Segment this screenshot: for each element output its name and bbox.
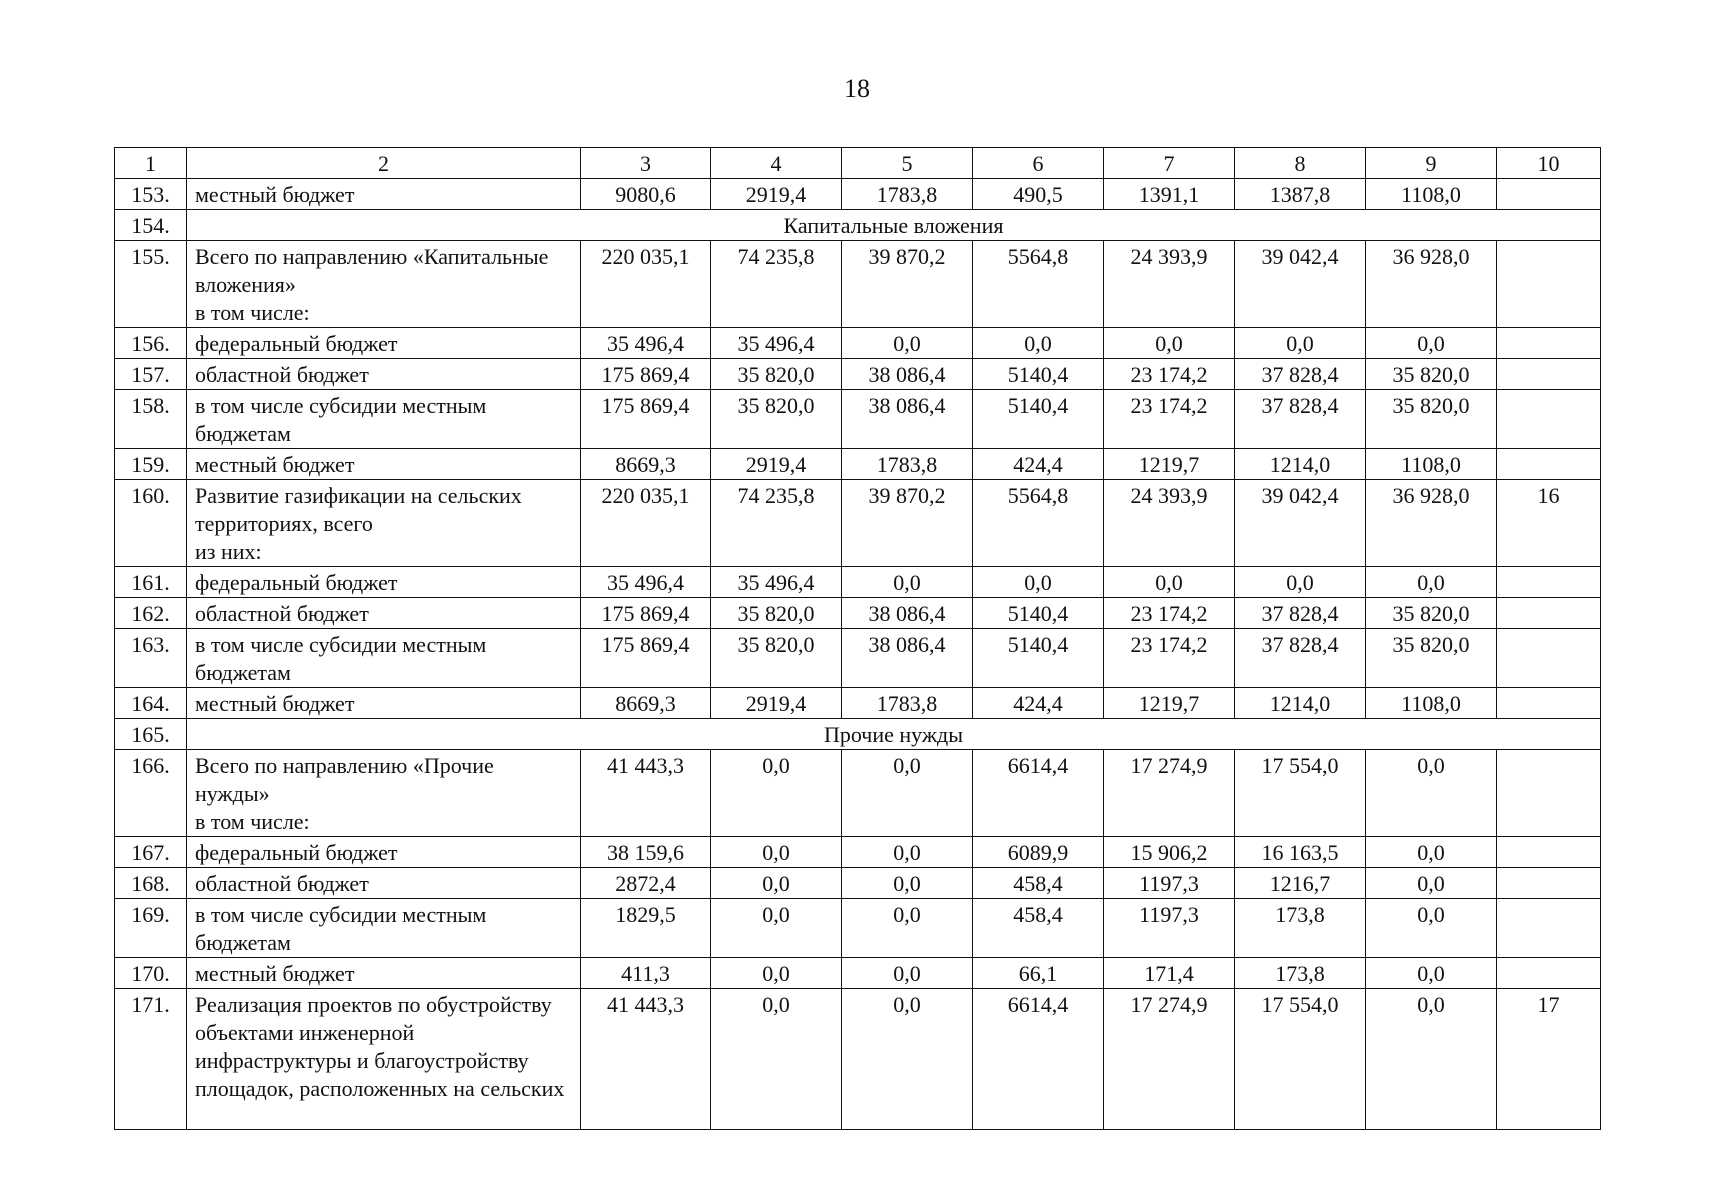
- value-cell: 0,0: [842, 958, 973, 989]
- row-name: областной бюджет: [187, 359, 581, 390]
- value-cell: 17 274,9: [1104, 750, 1235, 837]
- value-cell: 39 870,2: [842, 241, 973, 328]
- column-10-cell: [1497, 958, 1601, 989]
- section-row: [115, 719, 1601, 750]
- value-cell: 35 496,4: [711, 567, 842, 598]
- value-cell: 0,0: [1366, 989, 1497, 1130]
- value-cell: 37 828,4: [1235, 598, 1366, 629]
- section-title: Капитальные вложения: [187, 210, 1601, 241]
- header-cell: 3: [581, 148, 711, 179]
- value-cell: 17 554,0: [1235, 750, 1366, 837]
- column-10-cell: [1497, 390, 1601, 449]
- row-name: Всего по направлению «Капитальные вложения» в том числе:: [187, 241, 581, 328]
- value-cell: 35 820,0: [711, 390, 842, 449]
- value-cell: 35 820,0: [711, 598, 842, 629]
- value-cell: 39 042,4: [1235, 480, 1366, 567]
- value-cell: 0,0: [1366, 958, 1497, 989]
- value-cell: 1783,8: [842, 179, 973, 210]
- value-cell: 1216,7: [1235, 868, 1366, 899]
- value-cell: 0,0: [1104, 328, 1235, 359]
- value-cell: 1783,8: [842, 449, 973, 480]
- value-cell: 38 086,4: [842, 598, 973, 629]
- header-cell: 1: [115, 148, 187, 179]
- row-number: 164.: [115, 688, 187, 719]
- value-cell: 2919,4: [711, 688, 842, 719]
- column-10-cell: [1497, 750, 1601, 837]
- value-cell: 1214,0: [1235, 688, 1366, 719]
- column-10-cell: 17: [1497, 989, 1601, 1130]
- value-cell: 0,0: [1366, 750, 1497, 837]
- value-cell: 23 174,2: [1104, 359, 1235, 390]
- table-row: [115, 359, 1601, 390]
- value-cell: 175 869,4: [581, 598, 711, 629]
- value-cell: 0,0: [1366, 837, 1497, 868]
- row-number: 158.: [115, 390, 187, 449]
- row-number: 155.: [115, 241, 187, 328]
- column-10-cell: [1497, 629, 1601, 688]
- value-cell: 2919,4: [711, 449, 842, 480]
- row-number: 171.: [115, 989, 187, 1130]
- value-cell: 1219,7: [1104, 688, 1235, 719]
- row-name: в том числе субсидии местным бюджетам: [187, 899, 581, 958]
- value-cell: 74 235,8: [711, 241, 842, 328]
- row-name: Реализация проектов по обустройству объектами инженерной инфраструктуры и благоустройству площадок, расположенных на сельских: [187, 989, 581, 1130]
- value-cell: 411,3: [581, 958, 711, 989]
- column-10-cell: [1497, 241, 1601, 328]
- value-cell: 0,0: [842, 328, 973, 359]
- row-number: 156.: [115, 328, 187, 359]
- value-cell: 37 828,4: [1235, 359, 1366, 390]
- value-cell: 173,8: [1235, 958, 1366, 989]
- page-number: 18: [844, 74, 870, 103]
- value-cell: 2919,4: [711, 179, 842, 210]
- header-cell: 9: [1366, 148, 1497, 179]
- value-cell: 66,1: [973, 958, 1104, 989]
- row-number: 154.: [115, 210, 187, 241]
- value-cell: 37 828,4: [1235, 629, 1366, 688]
- value-cell: 0,0: [842, 899, 973, 958]
- row-name: в том числе субсидии местным бюджетам: [187, 629, 581, 688]
- column-10-cell: [1497, 688, 1601, 719]
- row-name: местный бюджет: [187, 958, 581, 989]
- value-cell: 24 393,9: [1104, 241, 1235, 328]
- table-row: [115, 989, 1601, 1130]
- value-cell: 16 163,5: [1235, 837, 1366, 868]
- row-name: местный бюджет: [187, 688, 581, 719]
- table-row: [115, 449, 1601, 480]
- value-cell: 0,0: [711, 958, 842, 989]
- value-cell: 41 443,3: [581, 750, 711, 837]
- row-name: федеральный бюджет: [187, 837, 581, 868]
- row-name: федеральный бюджет: [187, 328, 581, 359]
- row-number: 162.: [115, 598, 187, 629]
- row-number: 161.: [115, 567, 187, 598]
- value-cell: 1387,8: [1235, 179, 1366, 210]
- table-row: [115, 598, 1601, 629]
- row-name: местный бюджет: [187, 449, 581, 480]
- value-cell: 458,4: [973, 899, 1104, 958]
- header-cell: 4: [711, 148, 842, 179]
- value-cell: 36 928,0: [1366, 480, 1497, 567]
- column-10-cell: [1497, 598, 1601, 629]
- row-number: 153.: [115, 179, 187, 210]
- value-cell: 35 496,4: [581, 567, 711, 598]
- header-cell: 7: [1104, 148, 1235, 179]
- section-row: [115, 210, 1601, 241]
- value-cell: 0,0: [711, 837, 842, 868]
- row-name: местный бюджет: [187, 179, 581, 210]
- value-cell: 424,4: [973, 449, 1104, 480]
- value-cell: 0,0: [1235, 567, 1366, 598]
- value-cell: 5140,4: [973, 359, 1104, 390]
- value-cell: 0,0: [842, 989, 973, 1130]
- header-row: [115, 148, 1601, 179]
- value-cell: 8669,3: [581, 688, 711, 719]
- column-10-cell: [1497, 899, 1601, 958]
- value-cell: 6089,9: [973, 837, 1104, 868]
- table-row: [115, 688, 1601, 719]
- value-cell: 15 906,2: [1104, 837, 1235, 868]
- value-cell: 38 086,4: [842, 390, 973, 449]
- value-cell: 1108,0: [1366, 688, 1497, 719]
- value-cell: 23 174,2: [1104, 629, 1235, 688]
- value-cell: 0,0: [1104, 567, 1235, 598]
- value-cell: 0,0: [711, 868, 842, 899]
- row-number: 157.: [115, 359, 187, 390]
- value-cell: 6614,4: [973, 989, 1104, 1130]
- value-cell: 37 828,4: [1235, 390, 1366, 449]
- value-cell: 1829,5: [581, 899, 711, 958]
- value-cell: 1214,0: [1235, 449, 1366, 480]
- value-cell: 35 820,0: [711, 629, 842, 688]
- row-number: 163.: [115, 629, 187, 688]
- value-cell: 175 869,4: [581, 390, 711, 449]
- row-number: 168.: [115, 868, 187, 899]
- value-cell: 490,5: [973, 179, 1104, 210]
- table-row: [115, 241, 1601, 328]
- row-name: в том числе субсидии местным бюджетам: [187, 390, 581, 449]
- value-cell: 0,0: [973, 567, 1104, 598]
- value-cell: 9080,6: [581, 179, 711, 210]
- table-row: [115, 899, 1601, 958]
- column-10-cell: [1497, 359, 1601, 390]
- table-row: [115, 390, 1601, 449]
- value-cell: 5140,4: [973, 629, 1104, 688]
- value-cell: 220 035,1: [581, 241, 711, 328]
- value-cell: 35 496,4: [581, 328, 711, 359]
- value-cell: 2872,4: [581, 868, 711, 899]
- value-cell: 0,0: [842, 567, 973, 598]
- table-row: [115, 179, 1601, 210]
- column-10-cell: [1497, 567, 1601, 598]
- value-cell: 74 235,8: [711, 480, 842, 567]
- row-number: 167.: [115, 837, 187, 868]
- row-number: 170.: [115, 958, 187, 989]
- value-cell: 0,0: [1366, 567, 1497, 598]
- row-name: областной бюджет: [187, 868, 581, 899]
- table-row: [115, 750, 1601, 837]
- section-title: Прочие нужды: [187, 719, 1601, 750]
- table-row: [115, 480, 1601, 567]
- value-cell: 24 393,9: [1104, 480, 1235, 567]
- value-cell: 0,0: [842, 750, 973, 837]
- value-cell: 220 035,1: [581, 480, 711, 567]
- value-cell: 0,0: [711, 750, 842, 837]
- value-cell: 0,0: [842, 837, 973, 868]
- value-cell: 6614,4: [973, 750, 1104, 837]
- value-cell: 0,0: [711, 989, 842, 1130]
- value-cell: 0,0: [711, 899, 842, 958]
- header-cell: 2: [187, 148, 581, 179]
- row-name: федеральный бюджет: [187, 567, 581, 598]
- value-cell: 0,0: [973, 328, 1104, 359]
- value-cell: 8669,3: [581, 449, 711, 480]
- value-cell: 424,4: [973, 688, 1104, 719]
- value-cell: 35 820,0: [711, 359, 842, 390]
- row-name: Развитие газификации на сельских территориях, всего из них:: [187, 480, 581, 567]
- value-cell: 1391,1: [1104, 179, 1235, 210]
- value-cell: 0,0: [1366, 328, 1497, 359]
- row-number: 169.: [115, 899, 187, 958]
- value-cell: 35 496,4: [711, 328, 842, 359]
- value-cell: 171,4: [1104, 958, 1235, 989]
- value-cell: 39 870,2: [842, 480, 973, 567]
- column-10-cell: [1497, 837, 1601, 868]
- value-cell: 0,0: [1366, 868, 1497, 899]
- value-cell: 5140,4: [973, 390, 1104, 449]
- budget-table: [114, 147, 1601, 1130]
- value-cell: 1197,3: [1104, 868, 1235, 899]
- table-row: [115, 958, 1601, 989]
- header-cell: 6: [973, 148, 1104, 179]
- value-cell: 35 820,0: [1366, 359, 1497, 390]
- value-cell: 35 820,0: [1366, 390, 1497, 449]
- column-10-cell: [1497, 868, 1601, 899]
- value-cell: 38 086,4: [842, 629, 973, 688]
- value-cell: 1197,3: [1104, 899, 1235, 958]
- value-cell: 175 869,4: [581, 359, 711, 390]
- value-cell: 17 274,9: [1104, 989, 1235, 1130]
- column-10-cell: [1497, 328, 1601, 359]
- value-cell: 0,0: [842, 868, 973, 899]
- value-cell: 35 820,0: [1366, 629, 1497, 688]
- table-row: [115, 328, 1601, 359]
- column-10-cell: 16: [1497, 480, 1601, 567]
- value-cell: 175 869,4: [581, 629, 711, 688]
- value-cell: 38 086,4: [842, 359, 973, 390]
- value-cell: 23 174,2: [1104, 390, 1235, 449]
- table-row: [115, 567, 1601, 598]
- value-cell: 5564,8: [973, 241, 1104, 328]
- column-10-cell: [1497, 449, 1601, 480]
- row-number: 165.: [115, 719, 187, 750]
- column-10-cell: [1497, 179, 1601, 210]
- value-cell: 1783,8: [842, 688, 973, 719]
- value-cell: 38 159,6: [581, 837, 711, 868]
- value-cell: 1108,0: [1366, 179, 1497, 210]
- value-cell: 39 042,4: [1235, 241, 1366, 328]
- row-name: Всего по направлению «Прочие нужды» в том числе:: [187, 750, 581, 837]
- value-cell: 5564,8: [973, 480, 1104, 567]
- value-cell: 23 174,2: [1104, 598, 1235, 629]
- value-cell: 5140,4: [973, 598, 1104, 629]
- row-number: 166.: [115, 750, 187, 837]
- value-cell: 0,0: [1235, 328, 1366, 359]
- value-cell: 1219,7: [1104, 449, 1235, 480]
- value-cell: 173,8: [1235, 899, 1366, 958]
- header-cell: 5: [842, 148, 973, 179]
- table-row: [115, 837, 1601, 868]
- value-cell: 36 928,0: [1366, 241, 1497, 328]
- value-cell: 1108,0: [1366, 449, 1497, 480]
- table-row: [115, 629, 1601, 688]
- value-cell: 0,0: [1366, 899, 1497, 958]
- value-cell: 41 443,3: [581, 989, 711, 1130]
- value-cell: 17 554,0: [1235, 989, 1366, 1130]
- row-number: 159.: [115, 449, 187, 480]
- table-row: [115, 868, 1601, 899]
- value-cell: 35 820,0: [1366, 598, 1497, 629]
- row-name: областной бюджет: [187, 598, 581, 629]
- row-number: 160.: [115, 480, 187, 567]
- header-cell: 8: [1235, 148, 1366, 179]
- header-cell: 10: [1497, 148, 1601, 179]
- value-cell: 458,4: [973, 868, 1104, 899]
